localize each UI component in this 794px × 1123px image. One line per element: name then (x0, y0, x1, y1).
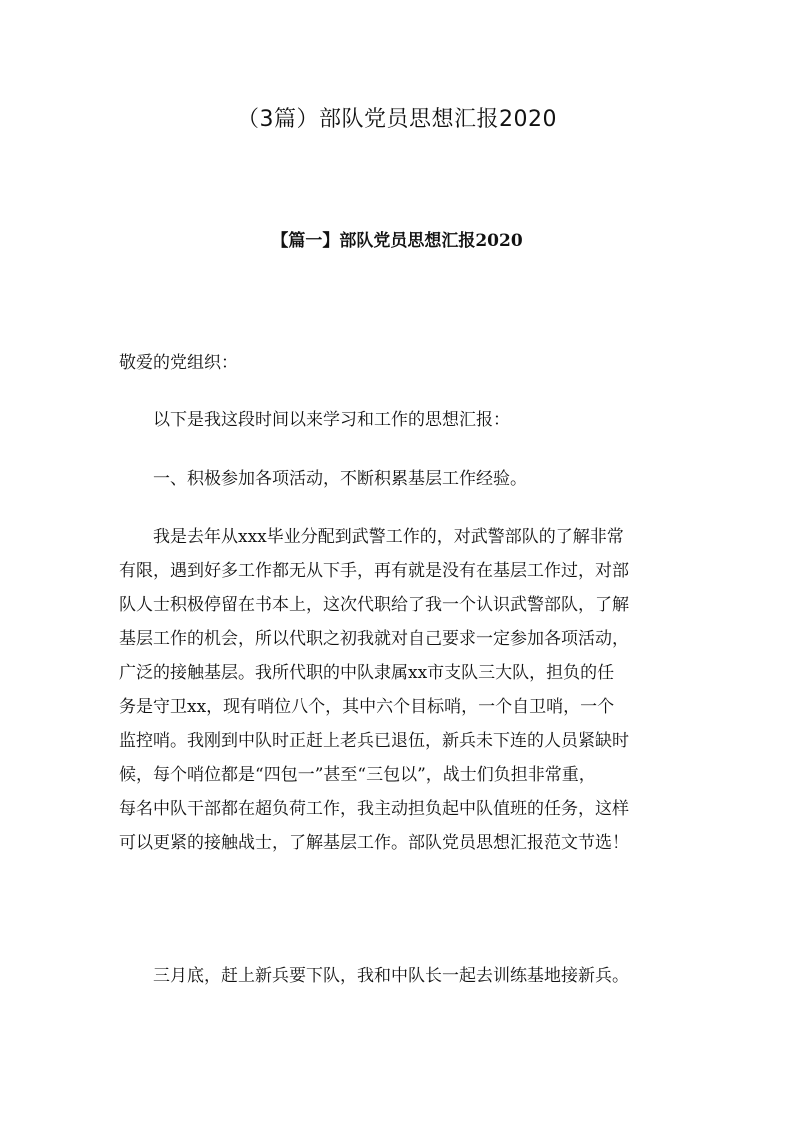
document-title: （3篇）部队党员思想汇报2020 (237, 107, 557, 132)
paragraph-march: 三月底，赶上新兵要下队，我和中队长一起去训练基地接新兵。 (153, 966, 629, 986)
paragraph-line: 可以更紧的接触战士，了解基层工作。部队党员思想汇报范文节选！ (119, 833, 629, 853)
paragraph-line: 候，每个哨位都是“四包一”甚至“三包以”，战士们负担非常重， (119, 765, 596, 785)
paragraph-line: 广泛的接触基层。我所代职的中队隶属xx市支队三大队，担负的任 (119, 663, 615, 683)
paragraph-line: 每名中队干部都在超负荷工作，我主动担负起中队值班的任务，这样 (119, 799, 629, 819)
paragraph-line: 我是去年从xxx毕业分配到武警工作的，对武警部队的了解非常 (153, 527, 624, 547)
paragraph-line: 有限，遇到好多工作都无从下手，再有就是没有在基层工作过，对部 (119, 561, 629, 581)
paragraph-line: 监控哨。我刚到中队时正赶上老兵已退伍，新兵未下连的人员紧缺时 (119, 731, 629, 751)
paragraph-line: 基层工作的机会，所以代职之初我就对自己要求一定参加各项活动， (119, 629, 629, 649)
paragraph-line: 队人士积极停留在书本上，这次代职给了我一个认识武警部队，了解 (119, 595, 629, 615)
paragraph-heading-one: 一、积极参加各项活动，不断积累基层工作经验。 (153, 469, 527, 489)
paragraph-intro: 以下是我这段时间以来学习和工作的思想汇报： (153, 410, 510, 430)
section-title: 【篇一】部队党员思想汇报2020 (271, 231, 523, 251)
paragraph-body (119, 520, 679, 860)
salutation: 敬爱的党组织： (119, 353, 238, 373)
paragraph-line: 务是守卫xx，现有哨位八个，其中六个目标哨，一个自卫哨，一个 (119, 697, 615, 717)
